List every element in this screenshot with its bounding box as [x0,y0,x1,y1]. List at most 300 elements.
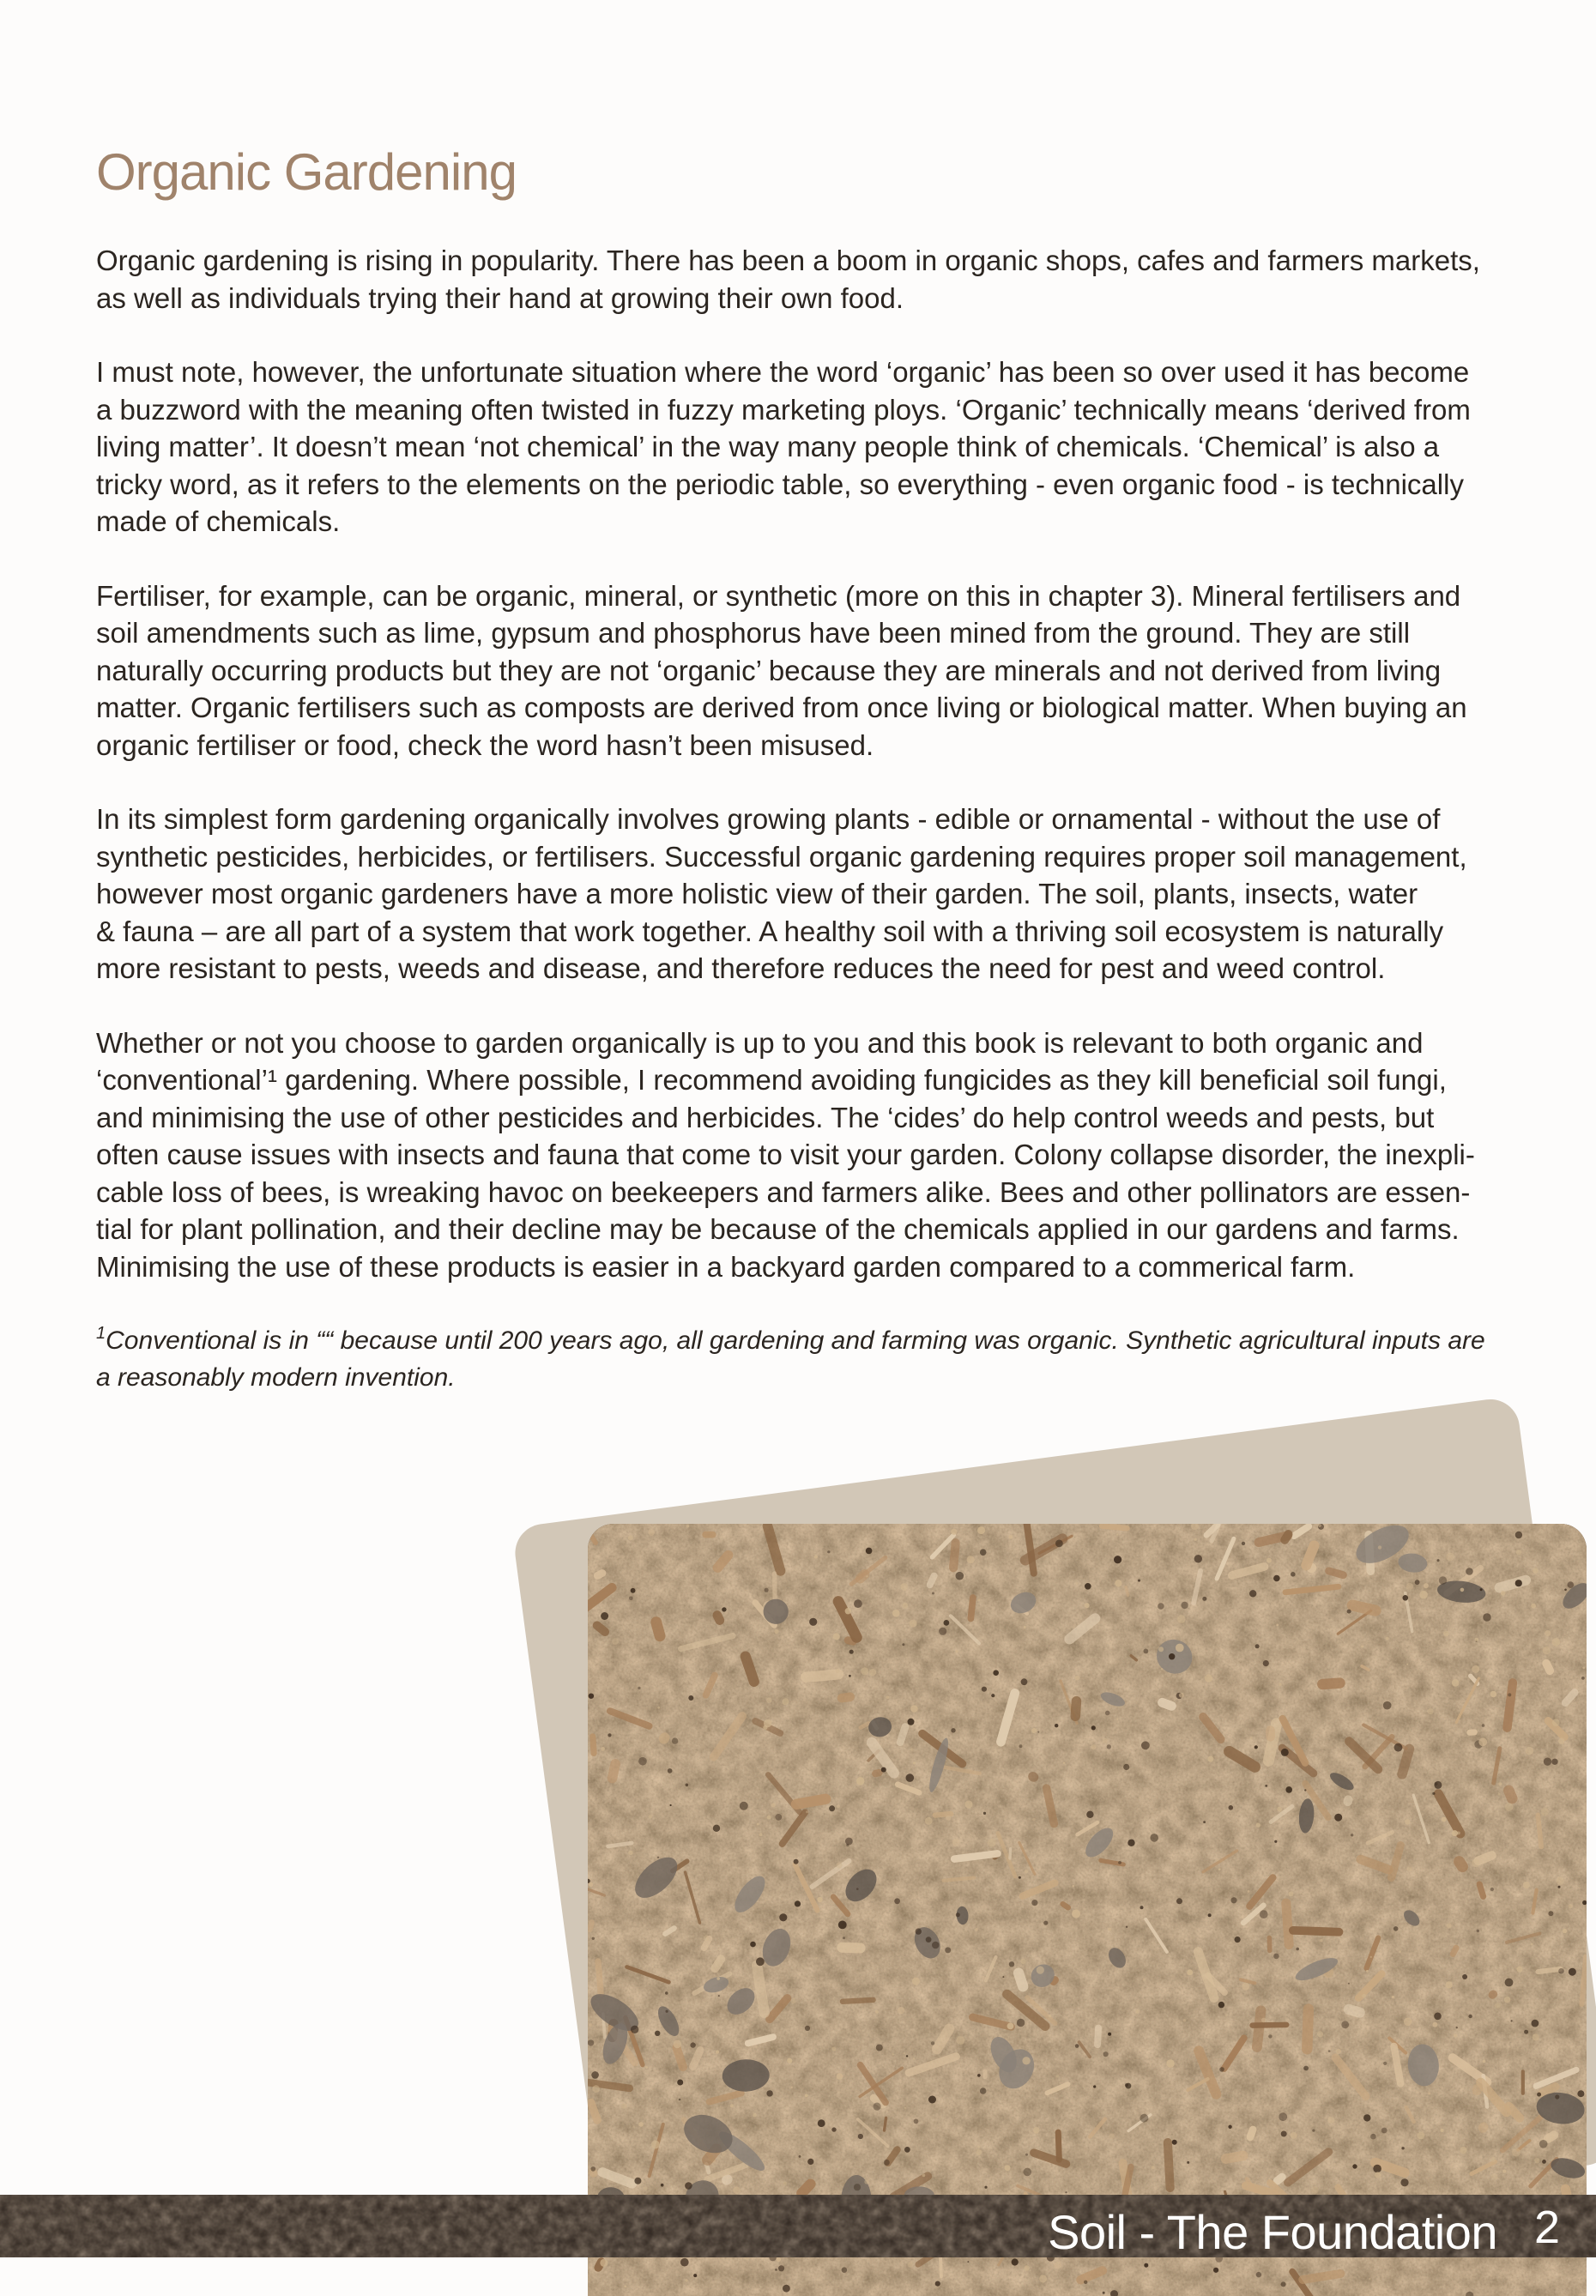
soil-speck [903,1603,908,1608]
soil-speck [1541,1808,1549,1816]
soil-speck [1363,2114,1370,2121]
soil-speck [1312,2130,1315,2132]
soil-speck [906,2055,908,2057]
soil-speck [756,1957,765,1966]
paragraph: Organic gardening is rising in popularity. There has been a boom in organic shops, cafes and farmers markets, as well as individuals trying their hand at growing their own food. [96,245,1480,314]
wood-chip [1267,1936,1272,1954]
soil-speck [1273,1575,1280,1582]
soil-speck [722,2018,723,2020]
soil-speck [730,2105,734,2108]
soil-speck [1515,1532,1522,1538]
soil-speck [892,1610,900,1617]
soil-speck [1031,1728,1037,1733]
soil-speck [886,1695,890,1699]
soil-speck [1049,2015,1051,2017]
soil-speck [1341,2021,1349,2028]
soil-speck [1462,1974,1467,1979]
soil-speck [904,2147,910,2153]
soil-speck [1568,1581,1575,1588]
wood-chip [1302,2003,1314,2055]
soil-speck [1558,1968,1564,1974]
soil-speck [1508,1693,1511,1696]
soil-speck [856,1888,859,1890]
soil-speck [1505,1803,1514,1811]
soil-speck [1317,2031,1323,2037]
soil-speck [1457,1832,1460,1835]
soil-speck [766,1698,771,1703]
body-text [96,242,1503,1396]
soil-speck [753,2113,757,2118]
soil-speck [1403,1595,1409,1601]
soil-speck [589,1882,593,1887]
soil-texture-image [588,1524,1587,2296]
soil-speck [806,1810,808,1813]
soil-speck [1187,2161,1189,2164]
soil-speck [790,1998,796,2004]
soil-speck [854,1599,862,1608]
soil-speck [1483,1613,1491,1622]
soil-speck [984,2186,987,2189]
soil-speck [1466,1568,1473,1575]
soil-speck [1501,1591,1506,1596]
wood-chip [1317,1677,1345,1690]
soil-speck [648,1815,652,1819]
soil-speck [1543,1646,1551,1654]
soil-speck [1103,2292,1105,2294]
soil-speck [1392,1996,1394,1998]
soil-speck [787,2058,792,2063]
soil-speck [892,2053,894,2055]
soil-speck [794,1859,799,1864]
soil-speck [1019,1876,1021,1879]
soil-speck [977,1526,985,1534]
soil-speck [866,1548,873,1555]
soil-speck [1216,1858,1218,1861]
soil-speck [1555,2094,1559,2099]
soil-speck [837,1863,843,1869]
soil-speck [931,2041,934,2045]
soil-speck [666,2010,668,2013]
soil-speck [648,1529,655,1536]
soil-speck [1086,1811,1093,1818]
soil-speck [1515,1580,1522,1586]
soil-speck [814,1556,818,1559]
soil-speck [1072,1910,1080,1918]
soil-speck [1582,1667,1585,1670]
soil-speck [1263,1660,1269,1666]
soil-speck [592,1937,595,1940]
soil-speck [1490,1691,1497,1698]
page-title: Organic Gardening [96,143,517,201]
soil-speck [1563,1929,1567,1933]
soil-speck [657,1707,660,1709]
soil-speck [816,1957,818,1959]
soil-speck [1558,1886,1561,1888]
soil-speck [1537,2093,1541,2097]
soil-speck [1043,1921,1048,1925]
soil-speck [977,1598,980,1601]
soil-speck [1475,1638,1479,1642]
soil-speck [1303,2066,1309,2071]
soil-speck [1452,1679,1460,1687]
wood-chip [1249,2022,1289,2028]
soil-speck [1447,1923,1452,1928]
soil-speck [1291,2132,1297,2139]
soil-speck [1351,1834,1353,1836]
soil-speck [1304,1789,1306,1791]
soil-speck [722,2152,726,2156]
soil-speck [928,2096,936,2104]
soil-speck [1031,1900,1037,1906]
soil-speck [902,1643,904,1646]
soil-speck [956,1572,964,1580]
soil-speck [1055,1724,1058,1727]
soil-speck [1248,1890,1250,1893]
soil-speck [1073,1885,1074,1887]
soil-speck [1022,2057,1030,2064]
soil-speck [1400,2178,1408,2186]
soil-speck [1107,1744,1111,1749]
soil-speck [1478,1737,1487,1746]
soil-speck [601,1612,608,1620]
soil-speck [771,1803,776,1807]
soil-speck [1407,1866,1412,1871]
soil-speck [904,2052,905,2054]
soil-speck [1348,1983,1350,1985]
soil-speck [1158,1646,1164,1652]
soil-speck [1115,1580,1121,1586]
soil-speck [799,2155,801,2158]
soil-speck [740,1802,748,1810]
soil-speck [1370,2134,1376,2140]
soil-speck [807,2159,813,2165]
soil-speck [795,1900,801,1906]
soil-speck [1161,1668,1164,1671]
soil-speck [1218,1869,1221,1871]
soil-speck [912,1978,920,1985]
soil-speck [1152,2166,1155,2169]
soil-speck [718,1995,720,1997]
soil-speck [838,1921,847,1930]
soil-speck [1091,1744,1097,1749]
soil-speck [1366,1970,1369,1973]
soil-speck [874,2103,881,2111]
soil-speck [956,1912,960,1917]
soil-speck [1276,1624,1279,1627]
paragraph: Whether or not you choose to garden organically is up to you and this book is relevant to both organic and ‘conventional’¹ gardening. Where possible, I recommend avoiding fungicides as they kill beneficial soil fungi, and minimising the use of other pesticides and herbicides. The ‘cides’ do help control weeds and pests, but often cause issues with insects and fauna that come to visit your garden. Colony collapse disorder, the inexpli- cable loss of bees, is wreaking havoc on beekeepers and farmers alike. Bees and other pollinators are essen- tial for plant pollination, and their decline may be because of the chemicals applied in our gardens and farms. Minimising the use of these products is easier in a backyard garden compared to a commerical farm. [96,1026,1475,1283]
soil-speck [1405,1819,1410,1824]
soil-speck [1452,1830,1458,1836]
soil-speck [908,1719,915,1725]
soil-speck [1228,2125,1231,2129]
soil-speck [1491,2173,1498,2180]
soil-speck [1381,2128,1387,2134]
soil-speck [982,1687,987,1692]
soil-speck [1569,1968,1576,1976]
soil-speck [1279,1683,1282,1686]
soil-speck [1558,1738,1564,1744]
soil-speck [864,2179,869,2184]
footnote [96,1322,1503,1396]
soil-speck [993,1670,999,1676]
soil-speck [1103,2051,1109,2057]
soil-speck [1327,2117,1334,2124]
wood-chip [1094,2024,1102,2048]
soil-speck [842,2267,848,2273]
soil-speck [861,1667,868,1675]
soil-speck [1281,2281,1286,2287]
soil-speck [686,1525,689,1527]
soil-speck [1446,1553,1454,1562]
soil-speck [1328,2050,1331,2052]
soil-speck [1557,1877,1564,1885]
soil-speck [1516,1550,1521,1555]
soil-speck [944,1620,950,1626]
soil-speck [1138,1580,1140,1582]
soil-speck [1194,1538,1197,1541]
soil-speck [1441,2129,1444,2132]
soil-speck [898,2007,904,2014]
soil-speck [906,1773,915,1782]
soil-speck [951,1529,957,1535]
soil-speck [638,1687,640,1689]
soil-speck [1483,2060,1486,2063]
soil-speck [1208,1913,1212,1917]
wood-chip [837,1943,866,1954]
soil-speck [1418,2132,1425,2140]
soil-speck [935,2281,940,2287]
soil-speck [1456,2027,1458,2028]
soil-speck [1399,1950,1401,1953]
soil-speck [651,2141,660,2149]
soil-speck [1336,2049,1341,2054]
soil-speck [629,1597,633,1601]
soil-speck [657,1857,659,1858]
soil-speck [1158,1603,1164,1610]
soil-speck [759,1833,763,1836]
soil-speck [1261,2018,1267,2023]
soil-speck [1230,1897,1236,1903]
wood-chip [982,2069,987,2080]
soil-speck [910,1748,914,1751]
soil-speck [932,1592,934,1595]
soil-speck [1091,1725,1096,1730]
soil-speck [1025,2154,1028,2156]
soil-speck [1249,1590,1256,1597]
soil-speck [1002,1976,1004,1978]
soil-speck [1249,1737,1252,1739]
soil-speck [588,2039,594,2045]
soil-speck [1434,1781,1442,1789]
soil-speck [1213,2268,1218,2273]
soil-speck [765,1588,769,1592]
soil-speck [1320,1939,1322,1942]
soil-speck [661,2184,664,2187]
soil-speck [1116,1533,1118,1535]
footer-section-title: Soil - The Foundation [1048,2205,1497,2259]
soil-speck [1542,2160,1546,2164]
soil-speck [777,2257,781,2262]
soil-speck [1256,1823,1260,1828]
soil-speck [1116,1719,1118,1720]
footnote-text: Conventional is in ““ because until 200 years ago, all gardening and farming was organic. Synthetic agricultural inputs are a reasonably modern invention. [96,1326,1485,1392]
soil-speck [1522,1991,1524,1992]
soil-speck [818,2119,825,2127]
soil-speck [1187,1969,1193,1975]
soil-speck [1144,2263,1148,2268]
soil-speck [1054,2262,1061,2269]
soil-speck [1581,1677,1585,1680]
soil-speck [1037,1731,1039,1733]
soil-speck [1144,1649,1149,1654]
soil-speck [1460,2147,1466,2154]
soil-speck [1526,1747,1533,1755]
soil-speck [916,1928,922,1934]
soil-speck [1075,2044,1079,2048]
paragraph: In its simplest form gardening organically involves growing plants - edible or ornamental - without the use of synthetic pesticides, herbicides, or fertilisers. Successful organic gardening requires proper soil management, however most organic gardeners have a more holistic view of their garden. The soil, plants, insects, water & fauna – are all part of a system that work together. A healthy soil with a thriving soil ecosystem is naturally more resistant to pests, weeds and disease, and therefore reduces the need for pest and weed control. [96,803,1467,984]
soil-speck [686,1784,689,1787]
soil-speck [900,1583,908,1591]
soil-speck [1504,1997,1510,2003]
soil-speck [1019,1744,1023,1748]
soil-speck [1218,2002,1224,2008]
soil-speck [1404,2018,1412,2027]
soil-speck [1219,2067,1224,2072]
soil-speck [1369,2278,1370,2280]
soil-speck [946,1816,951,1821]
soil-speck [757,1823,759,1826]
soil-speck [908,2262,914,2268]
soil-speck [763,1725,767,1730]
soil-speck [1533,2033,1539,2040]
soil-speck [964,1800,972,1808]
soil-speck [1235,1936,1241,1943]
soil-speck [634,2178,641,2184]
soil-speck [1203,1821,1206,1823]
soil-speck [1524,2030,1528,2034]
soil-speck [628,1535,633,1540]
soil-speck [1512,2148,1520,2157]
soil-speck [722,1607,726,1611]
soil-speck [1490,1888,1494,1891]
soil-speck [1383,2062,1387,2065]
soil-speck [1281,1749,1289,1756]
soil-speck [778,2265,784,2271]
soil-speck [876,2045,883,2051]
soil-speck [1437,1559,1440,1562]
soil-speck [1005,2165,1011,2171]
soil-speck [831,2047,836,2051]
soil-speck [1181,1602,1188,1609]
soil-speck [1256,2272,1261,2277]
soil-speck [1532,2020,1539,2027]
soil-speck [845,1608,851,1614]
soil-speck [644,2186,648,2190]
soil-speck [1127,1840,1134,1846]
soil-speck [1454,2034,1457,2038]
soil-speck [1386,1637,1389,1640]
soil-speck [589,1694,594,1699]
soil-speck [1477,1930,1479,1932]
soil-speck [685,2279,687,2281]
soil-speck [783,2285,790,2293]
soil-speck [1511,2020,1513,2021]
soil-speck [1498,1792,1501,1795]
soil-speck [693,2274,697,2277]
soil-speck [1446,1981,1453,1988]
soil-speck [1531,1943,1533,1945]
soil-speck [1495,2003,1501,2009]
soil-speck [632,2126,635,2129]
soil-speck [1141,1741,1150,1749]
soil-speck [1021,1678,1028,1685]
soil-speck [1249,2057,1252,2060]
wood-chip [1266,1725,1275,1741]
soil-speck [1183,2019,1186,2021]
soil-speck [1285,1786,1292,1793]
soil-speck [1569,1904,1573,1908]
soil-speck [1482,1724,1485,1727]
soil-speck [884,2160,890,2166]
soil-speck [858,2134,863,2139]
soil-speck [766,2090,772,2096]
soil-speck [1172,2140,1177,2145]
soil-speck [805,2094,808,2098]
soil-speck [976,2149,982,2155]
soil-speck [679,2099,681,2101]
soil-speck [1517,1967,1523,1973]
soil-speck [750,1942,756,1948]
soil-speck [1375,2172,1381,2178]
soil-speck [1084,2281,1087,2284]
soil-speck [1534,2158,1539,2163]
soil-speck [977,2146,980,2148]
soil-speck [926,1936,932,1943]
soil-speck [1432,1792,1435,1795]
soil-speck [1267,1558,1272,1563]
soil-speck [881,1767,886,1773]
soil-speck [1274,1840,1277,1843]
soil-speck [1539,2140,1548,2148]
soil-speck [1150,1834,1158,1842]
soil-speck [638,2122,644,2127]
soil-speck [827,1550,830,1553]
soil-speck [1085,1583,1091,1590]
soil-speck [1123,1764,1129,1770]
footnote-marker: 1 [96,1324,106,1343]
soil-speck [1242,1983,1249,1991]
soil-speck [716,1977,720,1980]
soil-speck [1114,1556,1121,1563]
soil-speck [831,2127,836,2131]
soil-speck [829,1805,835,1811]
soil-speck [1428,1708,1434,1714]
soil-speck [670,1804,672,1806]
soil-speck [1024,2168,1032,2177]
soil-speck [1415,1580,1420,1585]
soil-speck [624,2286,626,2288]
soil-speck [1169,1653,1175,1659]
soil-speck [975,1928,978,1931]
soil-speck [1126,1926,1127,1928]
soil-speck [674,2040,682,2049]
soil-speck [1065,2191,1067,2193]
soil-speck [1434,2013,1442,2021]
soil-speck [910,1705,918,1713]
soil-speck [1334,1814,1342,1822]
soil-speck [775,1814,782,1821]
soil-speck [952,1839,960,1846]
